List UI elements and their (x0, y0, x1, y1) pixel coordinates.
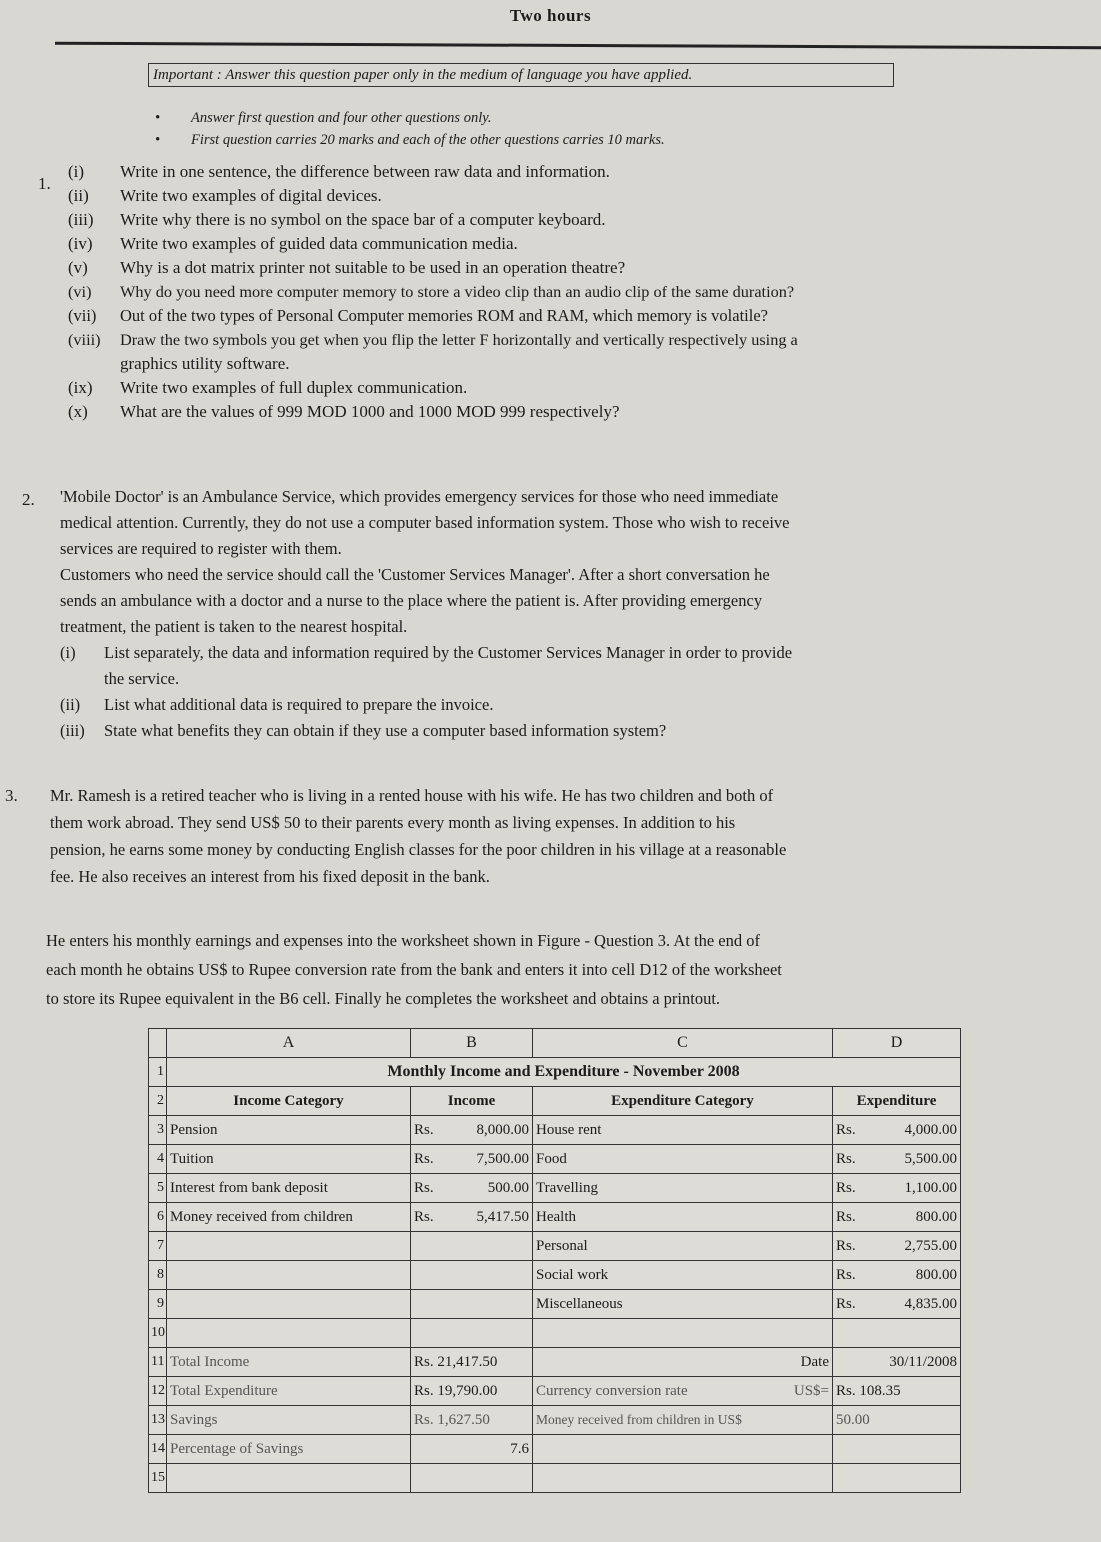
header-cell: Expenditure Category (533, 1087, 833, 1116)
row-number: 9 (149, 1290, 167, 1319)
header-rule (55, 42, 1101, 50)
cell: Total Income (167, 1348, 411, 1377)
question-2: 'Mobile Doctor' is an Ambulance Service, which provides emergency services for those who need immediate medical attention. Currently, they do not use a computer based information system. Those who wish to receive services are required to register with them. Customers who need the service should call the 'Customer Services Manager'. After a short conversation he sends an ambulance with a doctor and a nurse to the place where the patient is. After providing emergency treatment, the patient is taken to the nearest hospital. (i) List separately, the data and information required by the Customer Services Manager in order to provide the service. (ii) List what additional data is required to prepare the invoice. (iii) State what benefits they can obtain if they use a computer based information system? (60, 484, 1070, 744)
column-header: D (833, 1029, 961, 1058)
cell: Date (533, 1348, 833, 1377)
table-row (149, 1348, 961, 1377)
row-number: 6 (149, 1203, 167, 1232)
cell: House rent (533, 1116, 833, 1145)
table-row (149, 1435, 961, 1464)
question-item: (iii) State what benefits they can obtain if they use a computer based information system? (60, 721, 667, 740)
cell (411, 1232, 533, 1261)
cell: Money received from children in US$ (533, 1406, 833, 1435)
worksheet-figure (148, 1028, 961, 1493)
question-item: (i) List separately, the data and information required by the Customer Services Manager in order to provide (60, 643, 793, 662)
table-row (149, 1406, 961, 1435)
question-item: (vi) Why do you need more computer memory to store a video clip than an audio clip of the same duration? (68, 282, 795, 301)
row-number: 13 (149, 1406, 167, 1435)
cell: 7.6 (411, 1435, 533, 1464)
cell (167, 1290, 411, 1319)
question-number: 1. (38, 174, 51, 193)
cell: Rs. 5,500.00 (833, 1145, 961, 1174)
cell: Health (533, 1203, 833, 1232)
question-item: (vii) Out of the two types of Personal Computer memories ROM and RAM, which memory is volatile? (68, 306, 768, 325)
row-number: 14 (149, 1435, 167, 1464)
cell: Rs. 8,000.00 (411, 1116, 533, 1145)
cell (411, 1261, 533, 1290)
question-item: (ii) List what additional data is required to prepare the invoice. (60, 695, 494, 714)
instruction-bullet: • First question carries 20 marks and each of the other questions carries 10 marks. (155, 132, 665, 148)
question-number: 3. (5, 786, 18, 805)
cell: 30/11/2008 (833, 1348, 961, 1377)
question-item: (iv) Write two examples of guided data communication media. (68, 234, 518, 253)
table-row (149, 1058, 961, 1087)
row-number: 11 (149, 1348, 167, 1377)
question-item: graphics utility software. (120, 354, 290, 373)
row-number: 1 (149, 1058, 167, 1087)
column-header: C (533, 1029, 833, 1058)
cell: Rs. 19,790.00 (411, 1377, 533, 1406)
table-row (149, 1116, 961, 1145)
table-row (149, 1290, 961, 1319)
question-item: (iii) Write why there is no symbol on the space bar of a computer keyboard. (68, 210, 606, 229)
cell: Rs. 2,755.00 (833, 1232, 961, 1261)
cell: Savings (167, 1406, 411, 1435)
question-3-continued: He enters his monthly earnings and expenses into the worksheet shown in Figure - Question 3. At the end of each month he obtains US$ to Rupee conversion rate from the bank and enters it into cell D12 of the worksheet to store its Rupee equivalent in the B6 cell. Finally he completes the worksheet and obtains a printout. (46, 931, 782, 1008)
question-item: (viii) Draw the two symbols you get when you flip the letter F horizontally and vertically respectively using a (68, 330, 798, 349)
cell: Rs. 4,000.00 (833, 1116, 961, 1145)
question-item: (ii) Write two examples of digital devices. (68, 186, 382, 205)
row-number: 3 (149, 1116, 167, 1145)
question-number: 2. (22, 490, 35, 509)
cell: Interest from bank deposit (167, 1174, 411, 1203)
cell (167, 1261, 411, 1290)
cell: Personal (533, 1232, 833, 1261)
column-header-row (149, 1029, 961, 1058)
row-number: 12 (149, 1377, 167, 1406)
header-cell: Expenditure (833, 1087, 961, 1116)
table-row (149, 1174, 961, 1203)
table-row (149, 1087, 961, 1116)
table-row (149, 1377, 961, 1406)
question-1 (68, 160, 798, 424)
cell: Rs. 1,627.50 (411, 1406, 533, 1435)
row-number: 5 (149, 1174, 167, 1203)
cell (167, 1232, 411, 1261)
cell: Rs. 21,417.50 (411, 1348, 533, 1377)
row-number: 2 (149, 1087, 167, 1116)
question-3: Mr. Ramesh is a retired teacher who is living in a rented house with his wife. He has two children and both of them work abroad. They send US$ 50 to their parents every month as living expenses. In addition to his pension, he earns some money by conducting English classes for the poor children in his village at a reasonable fee. He also receives an interest from his fixed deposit in the bank. (50, 786, 787, 886)
cell: Tuition (167, 1145, 411, 1174)
cell: Rs. 108.35 (833, 1377, 961, 1406)
question-item: the service. (104, 669, 180, 688)
table-row (149, 1261, 961, 1290)
header-cell: Income (411, 1087, 533, 1116)
table-row (149, 1319, 961, 1348)
table-row (149, 1145, 961, 1174)
cell: Social work (533, 1261, 833, 1290)
question-item: (i) Write in one sentence, the difference between raw data and information. (68, 162, 610, 181)
cell: Percentage of Savings (167, 1435, 411, 1464)
cell: Rs. 800.00 (833, 1261, 961, 1290)
cell: Travelling (533, 1174, 833, 1203)
cell: Rs. 800.00 (833, 1203, 961, 1232)
important-notice: Important : Answer this question paper only in the medium of language you have applied. (148, 63, 894, 87)
question-item: (v) Why is a dot matrix printer not suitable to be used in an operation theatre? (68, 258, 626, 277)
row-number: 8 (149, 1261, 167, 1290)
page-title: Two hours (509, 6, 592, 25)
question-item: (x) What are the values of 999 MOD 1000 and 1000 MOD 999 respectively? (68, 402, 620, 421)
cell: 50.00 (833, 1406, 961, 1435)
row-number: 15 (149, 1464, 167, 1493)
table-row (149, 1232, 961, 1261)
column-header: B (411, 1029, 533, 1058)
cell: Rs. 500.00 (411, 1174, 533, 1203)
table-row (149, 1464, 961, 1493)
row-number: 4 (149, 1145, 167, 1174)
row-number: 10 (149, 1319, 167, 1348)
cell: Miscellaneous (533, 1290, 833, 1319)
cell: Pension (167, 1116, 411, 1145)
table-row (149, 1203, 961, 1232)
cell: Rs. 7,500.00 (411, 1145, 533, 1174)
sheet-title: Monthly Income and Expenditure - November 2008 (167, 1058, 961, 1087)
cell (411, 1290, 533, 1319)
cell: Rs. 4,835.00 (833, 1290, 961, 1319)
cell: Rs. 5,417.50 (411, 1203, 533, 1232)
cell: Money received from children (167, 1203, 411, 1232)
row-number: 7 (149, 1232, 167, 1261)
cell: Currency conversion rate US$= (533, 1377, 833, 1406)
header-cell: Income Category (167, 1087, 411, 1116)
cell: Food (533, 1145, 833, 1174)
cell: Total Expenditure (167, 1377, 411, 1406)
instruction-bullet: • Answer first question and four other questions only. (155, 110, 492, 126)
column-header: A (167, 1029, 411, 1058)
question-item: (ix) Write two examples of full duplex communication. (68, 378, 468, 397)
cell: Rs. 1,100.00 (833, 1174, 961, 1203)
